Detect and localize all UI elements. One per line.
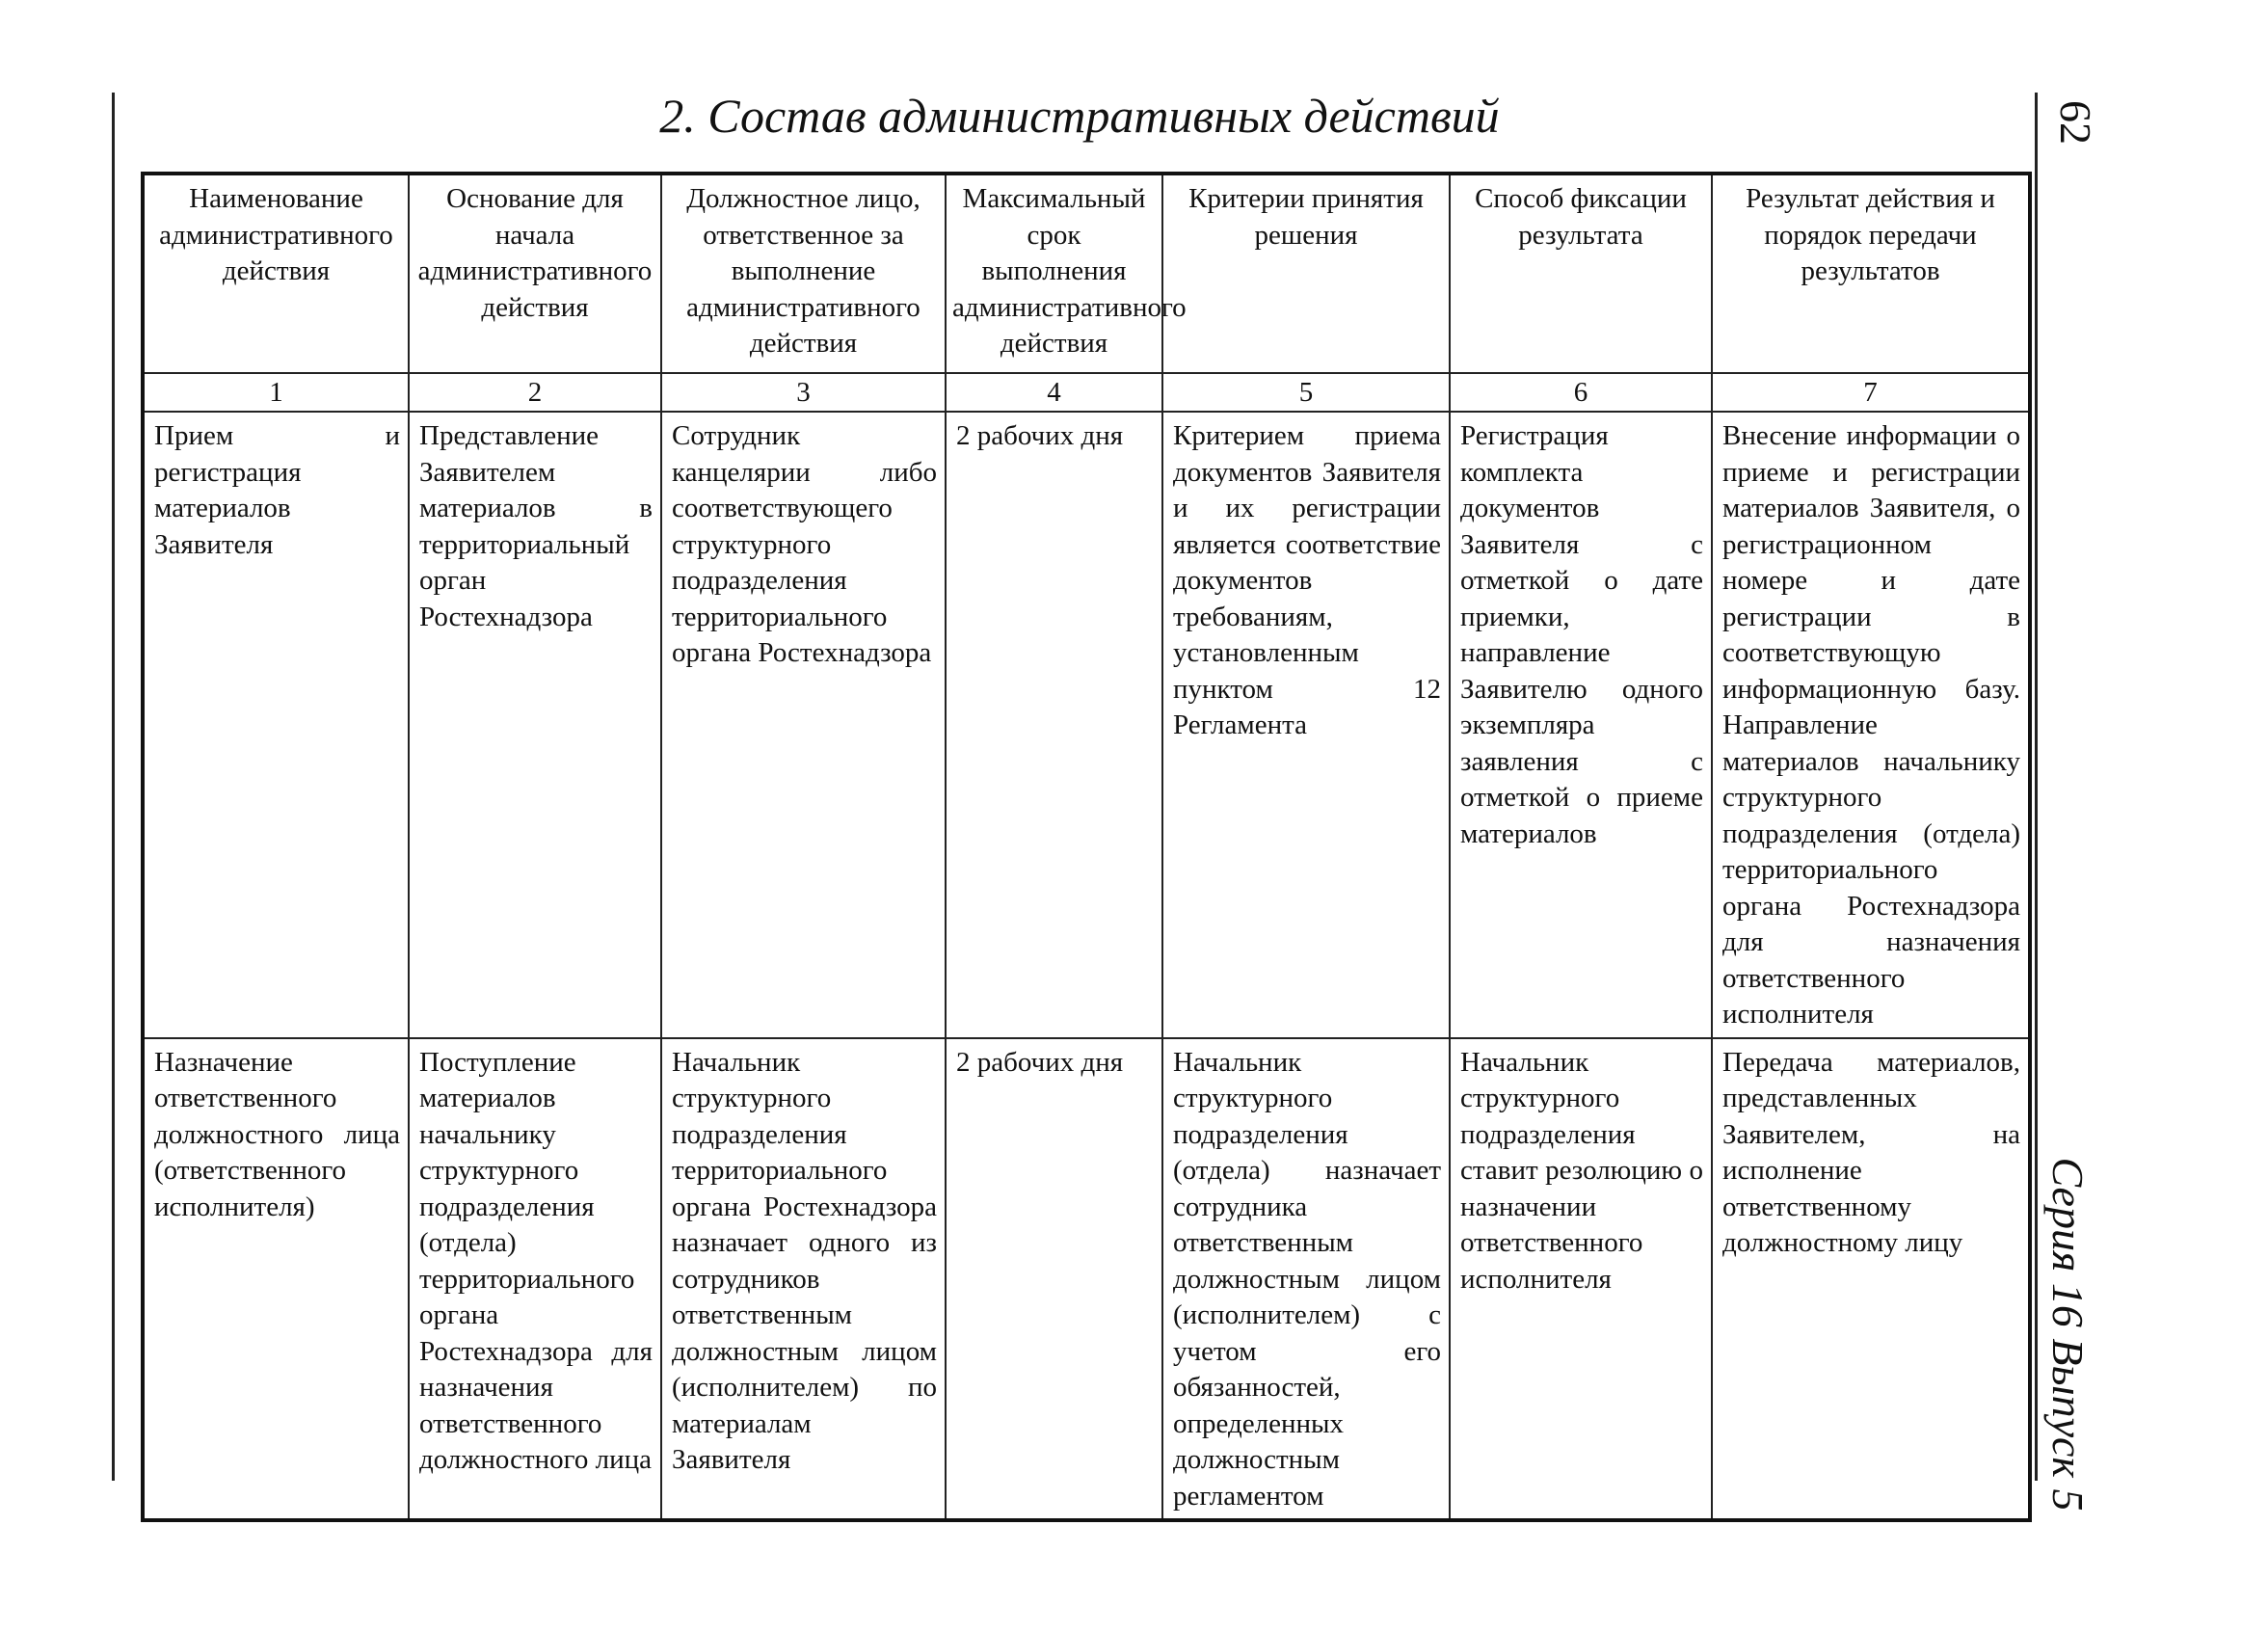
cell-result: Внесение информации о приеме и регистрации материалов Заявителя, о регистрационном номере и дате регистрации в соответствующую информационную базу. Направление материалов начальнику структурного подразделения (отдела) территориального органа Ростехнадзора для назначения ответственного исполнителя (1712, 412, 2030, 1038)
administrative-actions-table (141, 172, 2032, 1522)
right-margin-rule (2035, 93, 2038, 1481)
cell-max-term: 2 рабочих дня (946, 412, 1162, 1038)
table-row (143, 1038, 2030, 1521)
header-responsible-official: Должностное лицо, ответственное за выполнение административного действия (661, 174, 946, 373)
cell-basis: Поступление материалов начальнику структурного подразделения (отдела) территориального органа Ростехнадзора для назначения ответственного должностного лица (409, 1038, 661, 1521)
cell-decision-criteria: Критерием приема документов Заявителя и их регистрации является соответствие документов требованиям, установленным пунктом 12 Регламента (1162, 412, 1450, 1038)
cell-action-name: Назначение ответственного должностного лица (ответственного исполнителя) (143, 1038, 409, 1521)
header-basis: Основание для начала административного действия (409, 174, 661, 373)
page-number: 62 (2051, 100, 2100, 145)
column-number: 5 (1162, 373, 1450, 412)
header-max-term: Максимальный срок выполнения административного действия (946, 174, 1162, 373)
column-number: 7 (1712, 373, 2030, 412)
cell-decision-criteria: Начальник структурного подразделения (отдела) назначает сотрудника ответственным должностным лицом (исполнителем) с учетом его обязанностей, определенных должностным регламентом (1162, 1038, 1450, 1521)
table-row (143, 412, 2030, 1038)
header-row (143, 174, 2030, 373)
page-title: 2. Состав административных действий (659, 89, 1500, 143)
cell-responsible-official: Сотрудник канцелярии либо соответствующего структурного подразделения территориального органа Ростехнадзора (661, 412, 946, 1038)
header-action-name: Наименование административного действия (143, 174, 409, 373)
cell-max-term: 2 рабочих дня (946, 1038, 1162, 1521)
left-margin-rule (112, 93, 115, 1481)
header-result: Результат действия и порядок передачи результатов (1712, 174, 2030, 373)
column-number: 3 (661, 373, 946, 412)
cell-fixation-method: Начальник структурного подразделения ставит резолюцию о назначении ответственного исполнителя (1450, 1038, 1712, 1521)
header-fixation-method: Способ фиксации результата (1450, 174, 1712, 373)
cell-fixation-method: Регистрация комплекта документов Заявителя с отметкой о дате приемки, направление Заявителю одного экземпляра заявления с отметкой о приеме материалов (1450, 412, 1712, 1038)
column-number: 2 (409, 373, 661, 412)
series-label: Серия 16 Выпуск 5 (2043, 1157, 2093, 1512)
column-number: 6 (1450, 373, 1712, 412)
cell-basis: Представление Заявителем материалов в территориальный орган Ростехнадзора (409, 412, 661, 1038)
cell-result: Передача материалов, представленных Заявителем, на исполнение ответственному должностному лицу (1712, 1038, 2030, 1521)
column-number-row (143, 373, 2030, 412)
header-decision-criteria: Критерии принятия решения (1162, 174, 1450, 373)
cell-responsible-official: Начальник структурного подразделения территориального органа Ростехнадзора назначает одного из сотрудников ответственным должностным лицом (исполнителем) по материалам Заявителя (661, 1038, 946, 1521)
column-number: 1 (143, 373, 409, 412)
column-number: 4 (946, 373, 1162, 412)
cell-action-name: Прием и регистрация материалов Заявителя (143, 412, 409, 1038)
